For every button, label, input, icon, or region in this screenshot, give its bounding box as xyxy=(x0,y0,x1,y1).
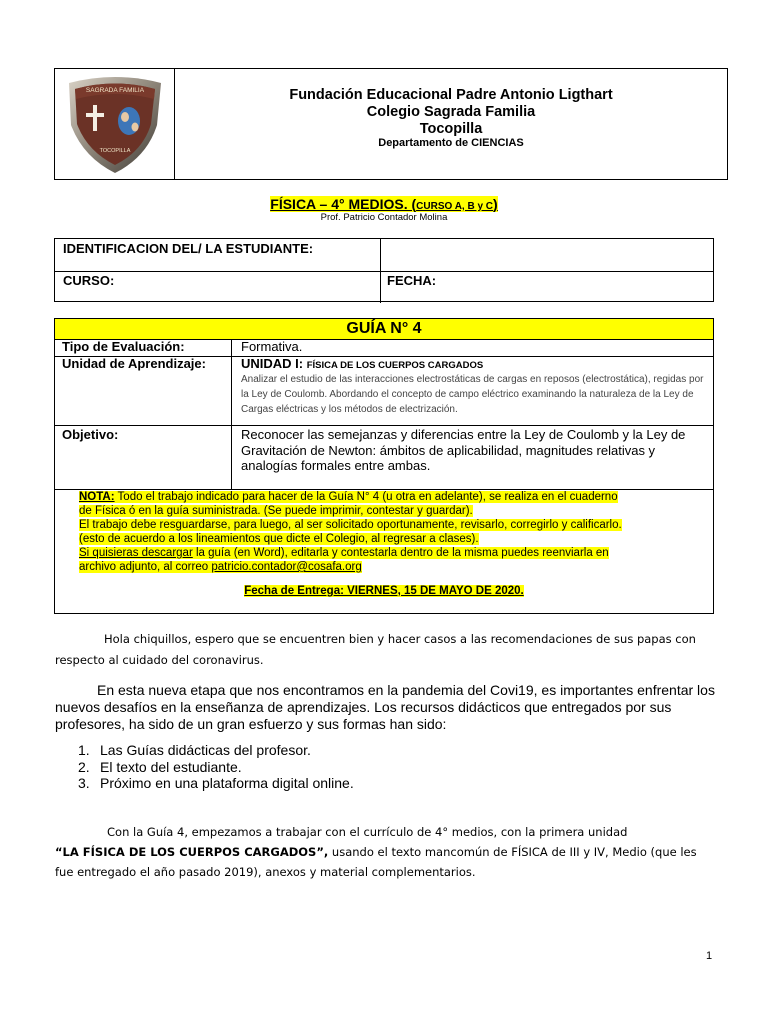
header-text xyxy=(175,69,727,179)
guide-title: GUÍA N° 4 xyxy=(55,319,713,340)
list-item: 1. Las Guías didácticas del profesor. xyxy=(78,742,311,758)
list-item: 3. Próximo en una plataforma digital online. xyxy=(78,775,354,791)
school-name: Colegio Sagrada Familia xyxy=(366,104,536,120)
note-label: NOTA: xyxy=(79,491,115,503)
unit-label: Unidad de Aprendizaje: xyxy=(62,356,206,371)
school-crest-icon xyxy=(55,69,174,179)
objective-value: Reconocer las semejanzas y diferencias entre la Ley de Coulomb y la Ley de Gravitación de Newton: ámbitos de aplicabilidad, magnitudes relativas y analogías formales entre ambas. xyxy=(241,427,686,473)
department-name: Departamento de CIENCIAS xyxy=(378,137,524,149)
unit-name: UNIDAD I: xyxy=(241,356,307,371)
closing-paragraph xyxy=(55,822,715,882)
svg-text:SAGRADA FAMILIA: SAGRADA FAMILIA xyxy=(85,87,145,94)
eval-value: Formativa. xyxy=(241,339,303,354)
note-line-4: (esto de acuerdo a los lineamientos que dicte el Colegio, al regresar a clases). xyxy=(79,533,479,545)
note-block xyxy=(79,490,701,574)
due-date-text: Fecha de Entrega: VIERNES, 15 DE MAYO DE 2020. xyxy=(244,585,524,597)
email-link[interactable]: patricio.contador@cosafa.org xyxy=(211,561,362,573)
school-logo xyxy=(55,69,175,179)
unit-description: Analizar el estudio de las interacciones electrostáticas de cargas en reposos (electrostática), regidas por la Ley de Coulomb. Abordando el concepto de campo eléctrico examinando la naturaleza de la Ley de Cargas eléctricas y los métodos de electrización. xyxy=(241,374,704,415)
objective-row xyxy=(55,425,713,490)
subject-title-courses: CURSO A, B y C xyxy=(416,201,494,212)
student-id-field[interactable] xyxy=(381,239,713,271)
due-date xyxy=(55,585,713,597)
unit-value xyxy=(241,356,707,417)
note-line-2: de Física ó en la guía suministrada. (Se puede imprimir, contestar y guardar). xyxy=(79,505,473,517)
resources-list xyxy=(78,742,354,792)
context-paragraph xyxy=(55,682,715,733)
closing-text-start: Con la Guía 4, empezamos a trabajar con el currículo de 4° medios, con la primera unidad xyxy=(107,825,628,839)
note-line-3: El trabajo debe resguardarse, para luego, al ser solicitado oportunamente, revisarlo, corregirlo y calificarlo. xyxy=(79,519,622,531)
student-id-table xyxy=(54,238,714,302)
unit-subtitle: FÍSICA DE LOS CUERPOS CARGADOS xyxy=(306,360,484,371)
eval-label: Tipo de Evaluación: xyxy=(62,339,185,354)
note-line-1: Todo el trabajo indicado para hacer de la Guía N° 4 (u otra en adelante), se realiza en el cuaderno xyxy=(114,491,618,503)
guide-table xyxy=(54,318,714,614)
context-text: En esta nueva etapa que nos encontramos en la pandemia del Covi19, es importantes enfrentar los nuevos desafíos en la enseñanza de aprendizajes. Los recursos didácticos que entregados por sus profesores, ha sido de un gran esfuerzo y sus formas han sido: xyxy=(55,682,715,732)
unit-row xyxy=(55,356,713,426)
subject-title-end: ) xyxy=(493,196,498,212)
list-item: 2. El texto del estudiante. xyxy=(78,758,242,775)
subject-title xyxy=(0,196,768,212)
svg-text:TOCOPILLA: TOCOPILLA xyxy=(99,148,131,154)
student-id-row xyxy=(55,239,713,272)
eval-row xyxy=(55,339,713,357)
date-label: FECHA: xyxy=(387,273,437,288)
city-name: Tocopilla xyxy=(419,121,483,137)
closing-unit-title: “LA FÍSICA DE LOS CUERPOS CARGADOS”, xyxy=(55,845,329,859)
foundation-name: Fundación Educacional Padre Antonio Ligthart xyxy=(289,87,613,103)
course-label: CURSO: xyxy=(63,273,115,288)
teacher-name: Prof. Patricio Contador Molina xyxy=(320,212,448,223)
page-number: 1 xyxy=(706,950,713,962)
student-id-label: IDENTIFICACION DEL/ LA ESTUDIANTE: xyxy=(63,241,314,256)
greeting-text: Hola chiquillos, espero que se encuentren bien y hacer casos a las recomendaciones de sus papas con respecto al cuidado del coronavirus. xyxy=(55,632,696,667)
subject-title-main: FÍSICA – 4° MEDIOS. ( xyxy=(270,196,417,212)
course-date-row xyxy=(55,271,713,303)
note-download-text: Si quisieras descargar xyxy=(79,547,193,559)
objective-label: Objetivo: xyxy=(62,427,119,442)
note-line-5: la guía (en Word), editarla y contestarla dentro de la misma puedes reenviarla en xyxy=(192,547,609,559)
header-box xyxy=(54,68,728,180)
closing-text-rest: usando el texto mancomún de FÍSICA de III y IV, Medio (que les fue entregado el año pasado 2019), anexos y material complementarios. xyxy=(55,845,697,879)
greeting-paragraph xyxy=(55,629,715,671)
note-line-6: archivo adjunto, al correo xyxy=(79,561,212,573)
